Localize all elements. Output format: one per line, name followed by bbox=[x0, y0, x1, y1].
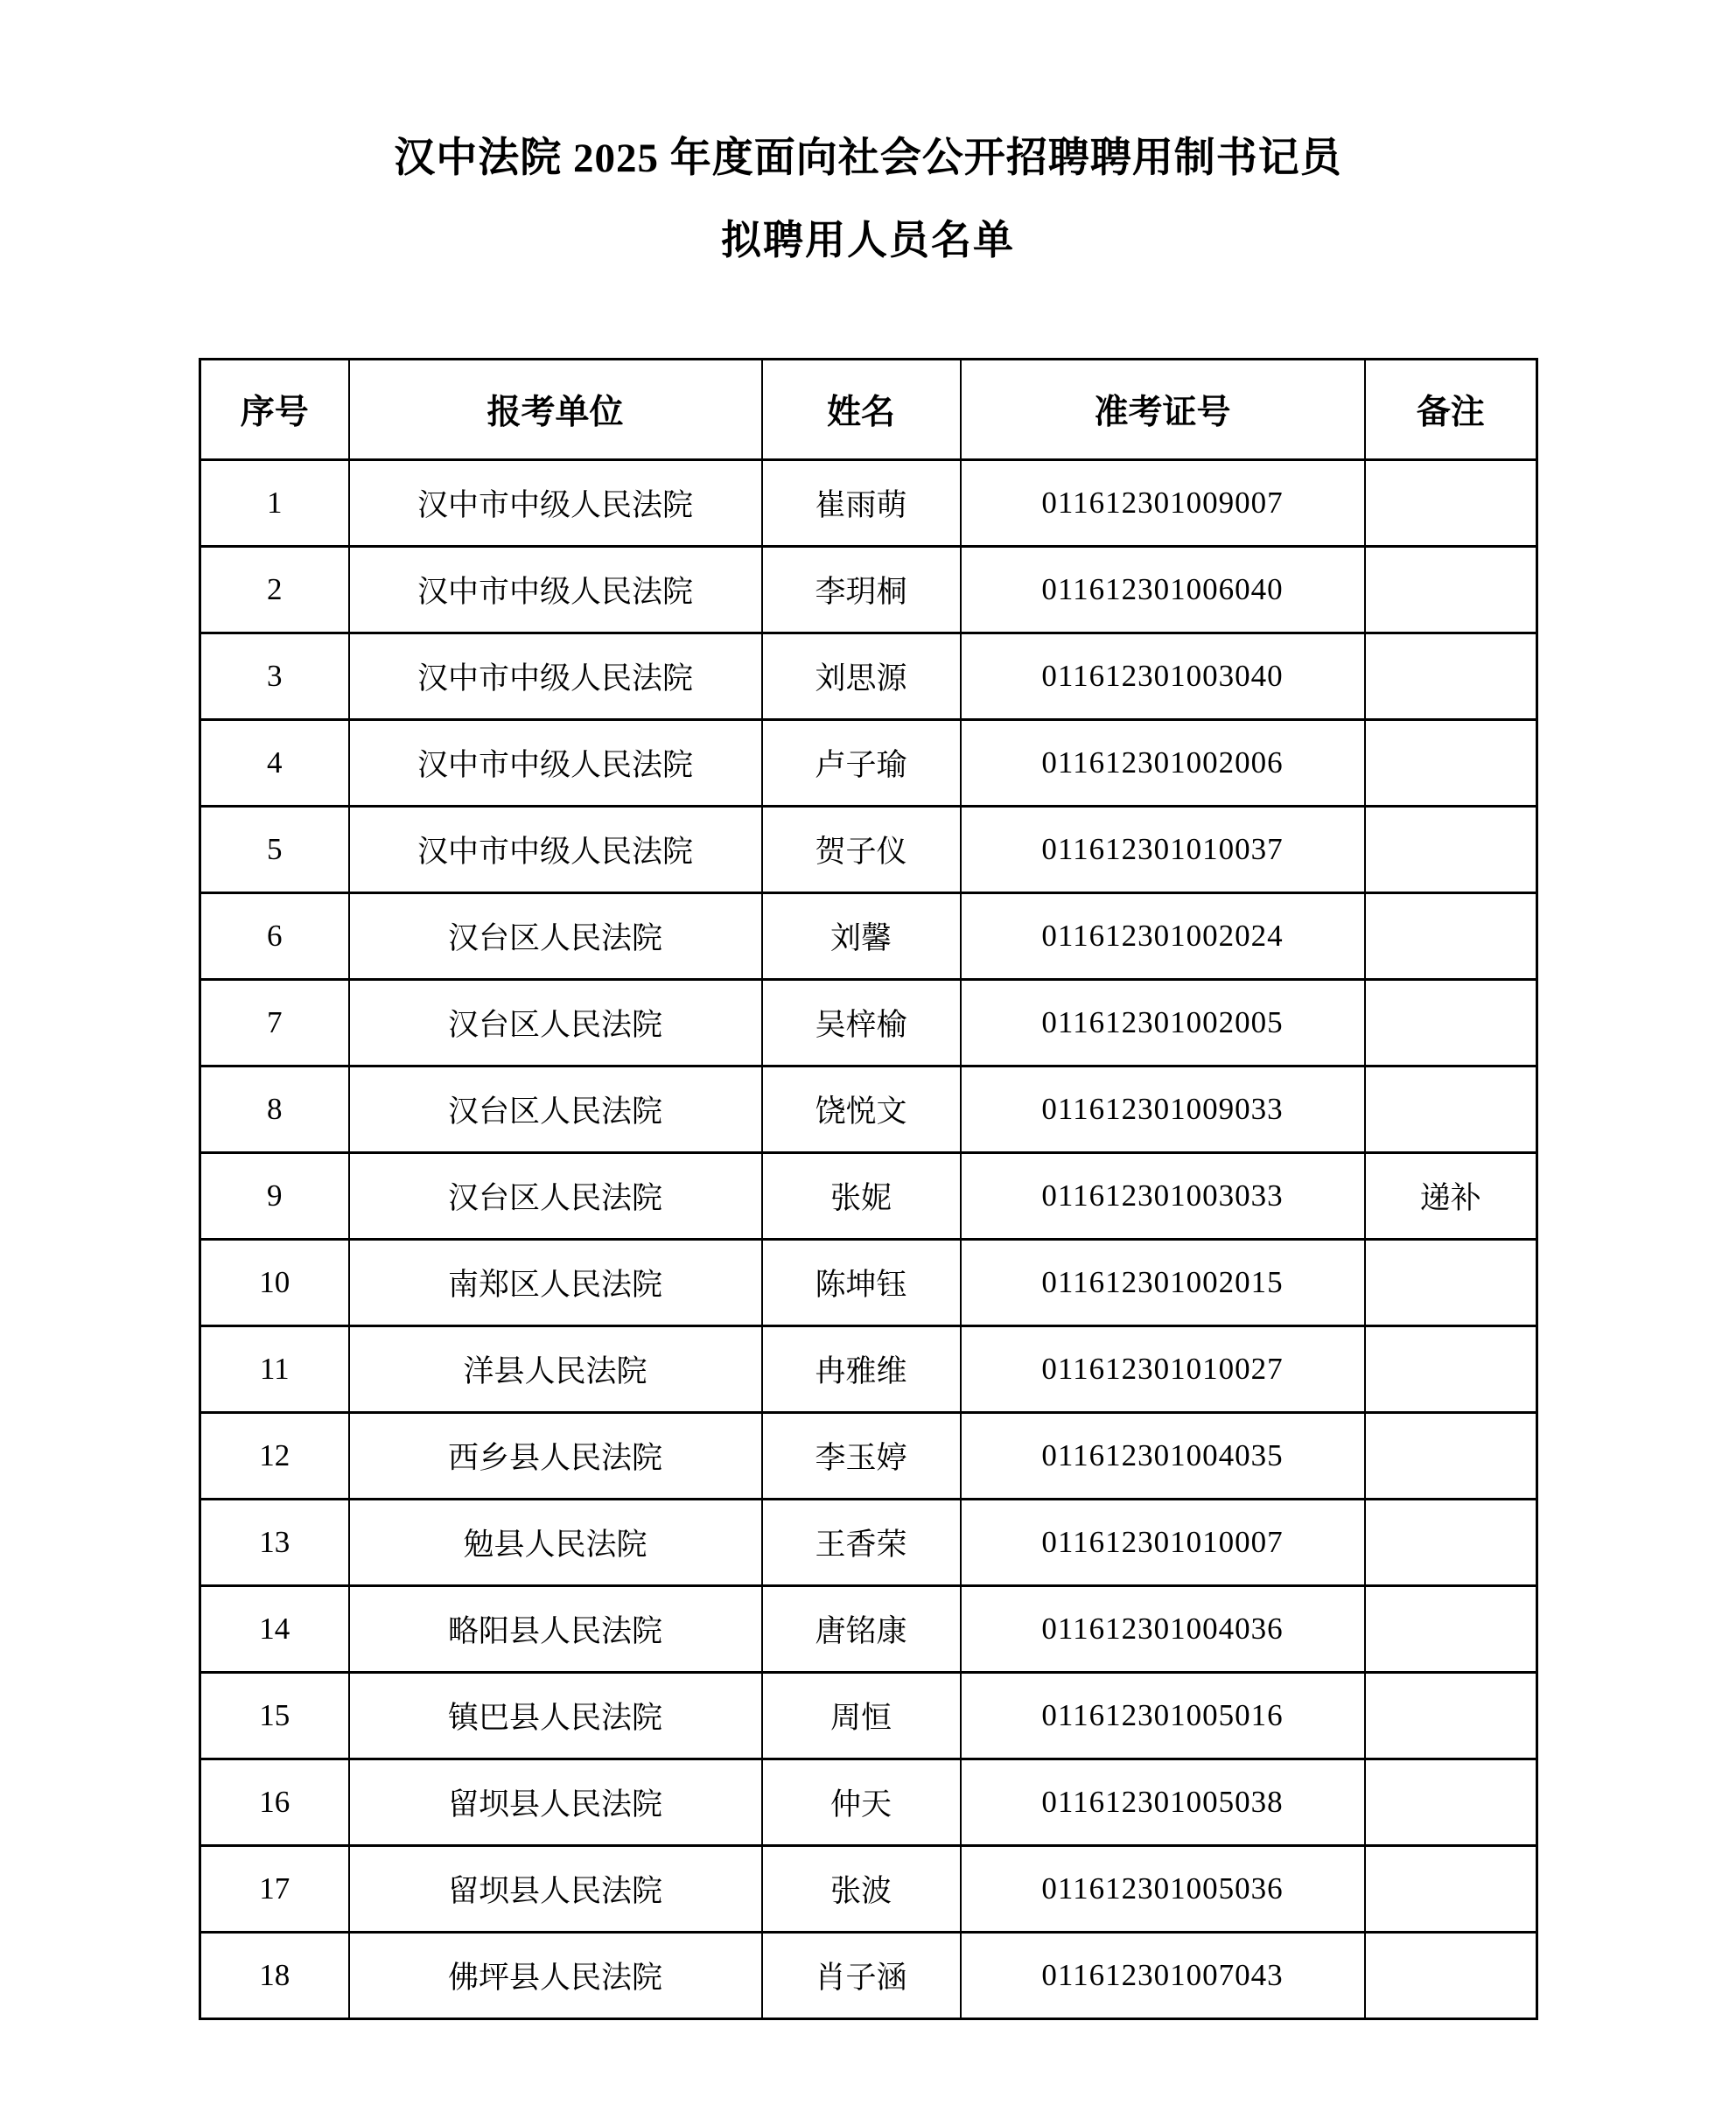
cell-applied-unit: 洋县人民法院 bbox=[349, 1326, 762, 1413]
cell-note bbox=[1365, 1586, 1537, 1673]
cell-candidate-name: 王香荣 bbox=[762, 1500, 961, 1586]
table-row bbox=[200, 547, 1537, 633]
cell-applied-unit: 西乡县人民法院 bbox=[349, 1413, 762, 1500]
table-row bbox=[200, 1413, 1537, 1500]
cell-applied-unit: 镇巴县人民法院 bbox=[349, 1673, 762, 1759]
cell-candidate-name: 刘思源 bbox=[762, 633, 961, 720]
cell-candidate-name: 饶悦文 bbox=[762, 1066, 961, 1153]
cell-candidate-name: 李玉婷 bbox=[762, 1413, 961, 1500]
hired-personnel-table bbox=[199, 358, 1538, 2020]
table-row bbox=[200, 1586, 1537, 1673]
cell-note bbox=[1365, 1673, 1537, 1759]
cell-serial-number: 12 bbox=[200, 1413, 349, 1500]
cell-ticket-number: 011612301005038 bbox=[961, 1759, 1365, 1846]
table-row bbox=[200, 893, 1537, 980]
cell-note bbox=[1365, 460, 1537, 547]
cell-candidate-name: 崔雨萌 bbox=[762, 460, 961, 547]
cell-serial-number: 7 bbox=[200, 980, 349, 1066]
cell-ticket-number: 011612301004035 bbox=[961, 1413, 1365, 1500]
cell-candidate-name: 周恒 bbox=[762, 1673, 961, 1759]
cell-note bbox=[1365, 1500, 1537, 1586]
cell-candidate-name: 刘馨 bbox=[762, 893, 961, 980]
cell-applied-unit: 汉台区人民法院 bbox=[349, 1153, 762, 1240]
cell-applied-unit: 略阳县人民法院 bbox=[349, 1586, 762, 1673]
cell-candidate-name: 唐铭康 bbox=[762, 1586, 961, 1673]
cell-ticket-number: 011612301009033 bbox=[961, 1066, 1365, 1153]
table-row bbox=[200, 980, 1537, 1066]
cell-applied-unit: 汉中市中级人民法院 bbox=[349, 807, 762, 893]
cell-ticket-number: 011612301005016 bbox=[961, 1673, 1365, 1759]
cell-applied-unit: 汉台区人民法院 bbox=[349, 893, 762, 980]
doc-title-line-2: 拟聘用人员名单 bbox=[721, 218, 1015, 262]
cell-note bbox=[1365, 1413, 1537, 1500]
table-row bbox=[200, 1759, 1537, 1846]
table-row bbox=[200, 1500, 1537, 1586]
cell-applied-unit: 汉台区人民法院 bbox=[349, 1066, 762, 1153]
cell-serial-number: 11 bbox=[200, 1326, 349, 1413]
cell-ticket-number: 011612301007043 bbox=[961, 1933, 1365, 2019]
cell-ticket-number: 011612301003040 bbox=[961, 633, 1365, 720]
table-row bbox=[200, 807, 1537, 893]
cell-ticket-number: 011612301002006 bbox=[961, 720, 1365, 807]
table-row bbox=[200, 1066, 1537, 1153]
cell-ticket-number: 011612301009007 bbox=[961, 460, 1365, 547]
cell-candidate-name: 贺子仪 bbox=[762, 807, 961, 893]
cell-note bbox=[1365, 1759, 1537, 1846]
cell-applied-unit: 汉中市中级人民法院 bbox=[349, 460, 762, 547]
cell-applied-unit: 汉中市中级人民法院 bbox=[349, 547, 762, 633]
cell-serial-number: 1 bbox=[200, 460, 349, 547]
cell-candidate-name: 卢子瑜 bbox=[762, 720, 961, 807]
cell-ticket-number: 011612301005036 bbox=[961, 1846, 1365, 1933]
cell-serial-number: 16 bbox=[200, 1759, 349, 1846]
cell-note bbox=[1365, 1326, 1537, 1413]
doc-title-line-1: 汉中法院 2025 年度面向社会公开招聘聘用制书记员 bbox=[394, 136, 1342, 181]
header-cell-ticket: 准考证号 bbox=[961, 360, 1365, 460]
cell-candidate-name: 张波 bbox=[762, 1846, 961, 1933]
cell-serial-number: 6 bbox=[200, 893, 349, 980]
cell-candidate-name: 冉雅维 bbox=[762, 1326, 961, 1413]
table-row bbox=[200, 1673, 1537, 1759]
table-row bbox=[200, 460, 1537, 547]
header-cell-serial: 序号 bbox=[200, 360, 349, 460]
cell-ticket-number: 011612301002005 bbox=[961, 980, 1365, 1066]
table-body bbox=[200, 460, 1537, 2019]
cell-ticket-number: 011612301003033 bbox=[961, 1153, 1365, 1240]
header-cell-unit: 报考单位 bbox=[349, 360, 762, 460]
cell-applied-unit: 佛坪县人民法院 bbox=[349, 1933, 762, 2019]
cell-serial-number: 15 bbox=[200, 1673, 349, 1759]
cell-ticket-number: 011612301002015 bbox=[961, 1240, 1365, 1326]
cell-applied-unit: 汉中市中级人民法院 bbox=[349, 720, 762, 807]
cell-ticket-number: 011612301010037 bbox=[961, 807, 1365, 893]
table-row bbox=[200, 1153, 1537, 1240]
cell-candidate-name: 肖子涵 bbox=[762, 1933, 961, 2019]
table-row bbox=[200, 633, 1537, 720]
cell-serial-number: 17 bbox=[200, 1846, 349, 1933]
cell-candidate-name: 吴梓榆 bbox=[762, 980, 961, 1066]
cell-serial-number: 8 bbox=[200, 1066, 349, 1153]
cell-serial-number: 2 bbox=[200, 547, 349, 633]
cell-ticket-number: 011612301006040 bbox=[961, 547, 1365, 633]
cell-note bbox=[1365, 547, 1537, 633]
cell-serial-number: 13 bbox=[200, 1500, 349, 1586]
cell-serial-number: 4 bbox=[200, 720, 349, 807]
cell-note bbox=[1365, 1066, 1537, 1153]
cell-candidate-name: 陈坤钰 bbox=[762, 1240, 961, 1326]
table-row bbox=[200, 1933, 1537, 2019]
cell-candidate-name: 李玥桐 bbox=[762, 547, 961, 633]
cell-ticket-number: 011612301004036 bbox=[961, 1586, 1365, 1673]
cell-note bbox=[1365, 807, 1537, 893]
header-row bbox=[200, 360, 1537, 460]
cell-applied-unit: 南郑区人民法院 bbox=[349, 1240, 762, 1326]
cell-serial-number: 3 bbox=[200, 633, 349, 720]
cell-note bbox=[1365, 1933, 1537, 2019]
table-row bbox=[200, 720, 1537, 807]
cell-ticket-number: 011612301010007 bbox=[961, 1500, 1365, 1586]
cell-applied-unit: 留坝县人民法院 bbox=[349, 1759, 762, 1846]
header-cell-name: 姓名 bbox=[762, 360, 961, 460]
cell-serial-number: 9 bbox=[200, 1153, 349, 1240]
cell-applied-unit: 勉县人民法院 bbox=[349, 1500, 762, 1586]
cell-serial-number: 5 bbox=[200, 807, 349, 893]
cell-candidate-name: 仲天 bbox=[762, 1759, 961, 1846]
cell-note: 递补 bbox=[1365, 1153, 1537, 1240]
cell-serial-number: 14 bbox=[200, 1586, 349, 1673]
cell-note bbox=[1365, 893, 1537, 980]
cell-applied-unit: 留坝县人民法院 bbox=[349, 1846, 762, 1933]
cell-note bbox=[1365, 1240, 1537, 1326]
cell-note bbox=[1365, 1846, 1537, 1933]
header-cell-note: 备注 bbox=[1365, 360, 1537, 460]
cell-note bbox=[1365, 980, 1537, 1066]
cell-ticket-number: 011612301002024 bbox=[961, 893, 1365, 980]
cell-note bbox=[1365, 633, 1537, 720]
cell-serial-number: 10 bbox=[200, 1240, 349, 1326]
table-row bbox=[200, 1326, 1537, 1413]
cell-applied-unit: 汉台区人民法院 bbox=[349, 980, 762, 1066]
cell-ticket-number: 011612301010027 bbox=[961, 1326, 1365, 1413]
cell-applied-unit: 汉中市中级人民法院 bbox=[349, 633, 762, 720]
cell-candidate-name: 张妮 bbox=[762, 1153, 961, 1240]
cell-serial-number: 18 bbox=[200, 1933, 349, 2019]
table-row bbox=[200, 1846, 1537, 1933]
table-row bbox=[200, 1240, 1537, 1326]
cell-note bbox=[1365, 720, 1537, 807]
